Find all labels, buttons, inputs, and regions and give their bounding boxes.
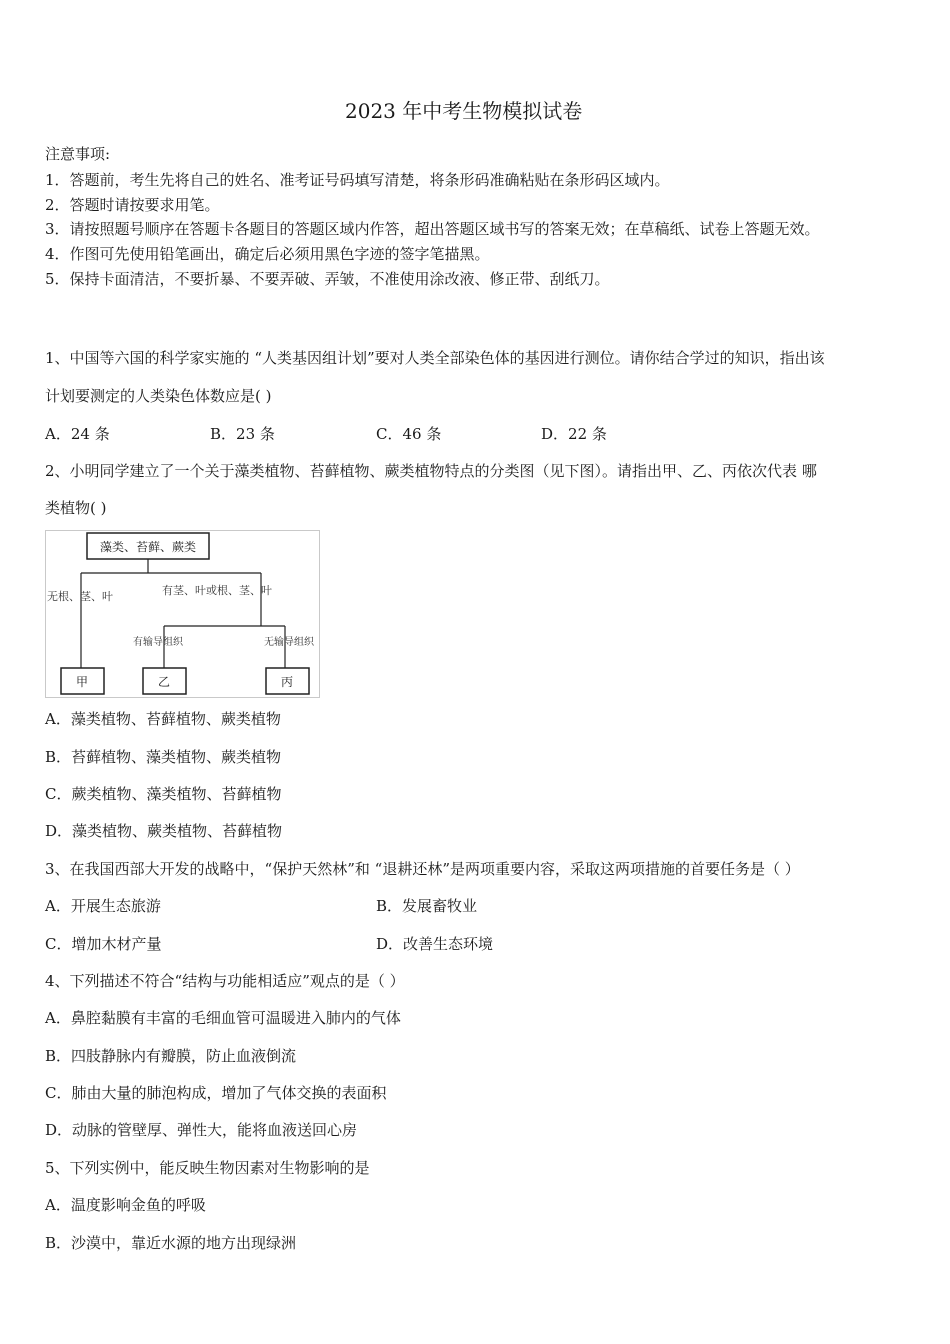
question-1-option-d: D．22 条	[541, 425, 607, 443]
notice-item: 1．答题前，考生先将自己的姓名、准考证号码填写清楚，将条形码准确粘贴在条形码区域内。	[45, 171, 670, 189]
notice-item: 5．保持卡面清洁，不要折暴、不要弄破、弄皱，不准使用涂改液、修正带、刮纸刀。	[45, 270, 610, 288]
question-2-option-d: D．藻类植物、蕨类植物、苔藓植物	[45, 822, 283, 840]
question-5-text: 5、下列实例中，能反映生物因素对生物影响的是	[45, 1159, 370, 1177]
notice-item: 4．作图可先使用铅笔画出，确定后必须用黑色字迹的签字笔描黑。	[45, 245, 490, 263]
question-1-option-a: A．24 条	[45, 425, 110, 443]
diagram-right-branch-label: 有茎、叶或根、茎、叶	[162, 584, 272, 597]
question-1-text: 1、中国等六国的科学家实施的 “人类基因组计划”要对人类全部染色体的基因进行测位。请你结合学过的知识，指出该	[45, 349, 825, 367]
page-title: 2023 年中考生物模拟试卷	[345, 99, 583, 123]
question-2-text: 2、小明同学建立了一个关于藻类植物、苔藓植物、蕨类植物特点的分类图（见下图）。请指出甲、乙、丙依次代表 哪	[45, 462, 817, 480]
question-4-option-b: B．四肢静脉内有瓣膜，防止血液倒流	[45, 1047, 297, 1065]
notice-item: 3．请按照题号顺序在答题卡各题目的答题区域内作答，超出答题区域书写的答案无效；在草稿纸、试卷上答题无效。	[45, 220, 820, 238]
question-3-text: 3、在我国西部大开发的战略中，“保护天然林”和 “退耕还林”是两项重要内容，采取这两项措施的首要任务是（ ）	[45, 860, 800, 878]
diagram-sub-right-label: 无输导组织	[264, 637, 314, 648]
notice-item: 2．答题时请按要求用笔。	[45, 196, 220, 214]
diagram-left-branch-label: 无根、茎、叶	[47, 590, 113, 603]
question-4-option-c: C．肺由大量的肺泡构成，增加了气体交换的表面积	[45, 1084, 387, 1102]
question-3-option-a: A．开展生态旅游	[45, 897, 161, 915]
question-1-text-cont: 计划要测定的人类染色体数应是( )	[45, 387, 272, 405]
notice-heading: 注意事项:	[45, 145, 111, 163]
question-4-text: 4、下列描述不符合“结构与功能相适应”观点的是（ ）	[45, 972, 405, 990]
question-4-option-a: A．鼻腔黏膜有丰富的毛细血管可温暖进入肺内的气体	[45, 1009, 401, 1027]
question-5-option-b: B．沙漠中，靠近水源的地方出现绿洲	[45, 1234, 297, 1252]
question-3-option-d: D．改善生态环境	[376, 935, 494, 953]
question-2-text-cont: 类植物( )	[45, 499, 107, 517]
diagram-leaf-bing: 丙	[280, 675, 294, 689]
diagram-leaf-jia: 甲	[75, 675, 89, 689]
question-2-option-b: B．苔藓植物、藻类植物、蕨类植物	[45, 748, 282, 766]
question-4-option-d: D．动脉的管壁厚、弹性大，能将血液送回心房	[45, 1121, 358, 1139]
question-2-option-a: A．藻类植物、苔藓植物、蕨类植物	[45, 710, 281, 728]
question-1-option-b: B．23 条	[210, 425, 275, 443]
question-1-option-c: C．46 条	[376, 425, 442, 443]
plant-classification-diagram	[45, 530, 320, 698]
question-2-option-c: C．蕨类植物、藻类植物、苔藓植物	[45, 785, 282, 803]
diagram-root-label: 藻类、苔藓、蕨类	[99, 540, 197, 554]
diagram-sub-left-label: 有输导组织	[133, 637, 183, 648]
question-3-option-b: B．发展畜牧业	[376, 897, 478, 915]
question-3-option-c: C．增加木材产量	[45, 935, 162, 953]
diagram-leaf-yi: 乙	[157, 675, 171, 689]
question-5-option-a: A．温度影响金鱼的呼吸	[45, 1196, 206, 1214]
